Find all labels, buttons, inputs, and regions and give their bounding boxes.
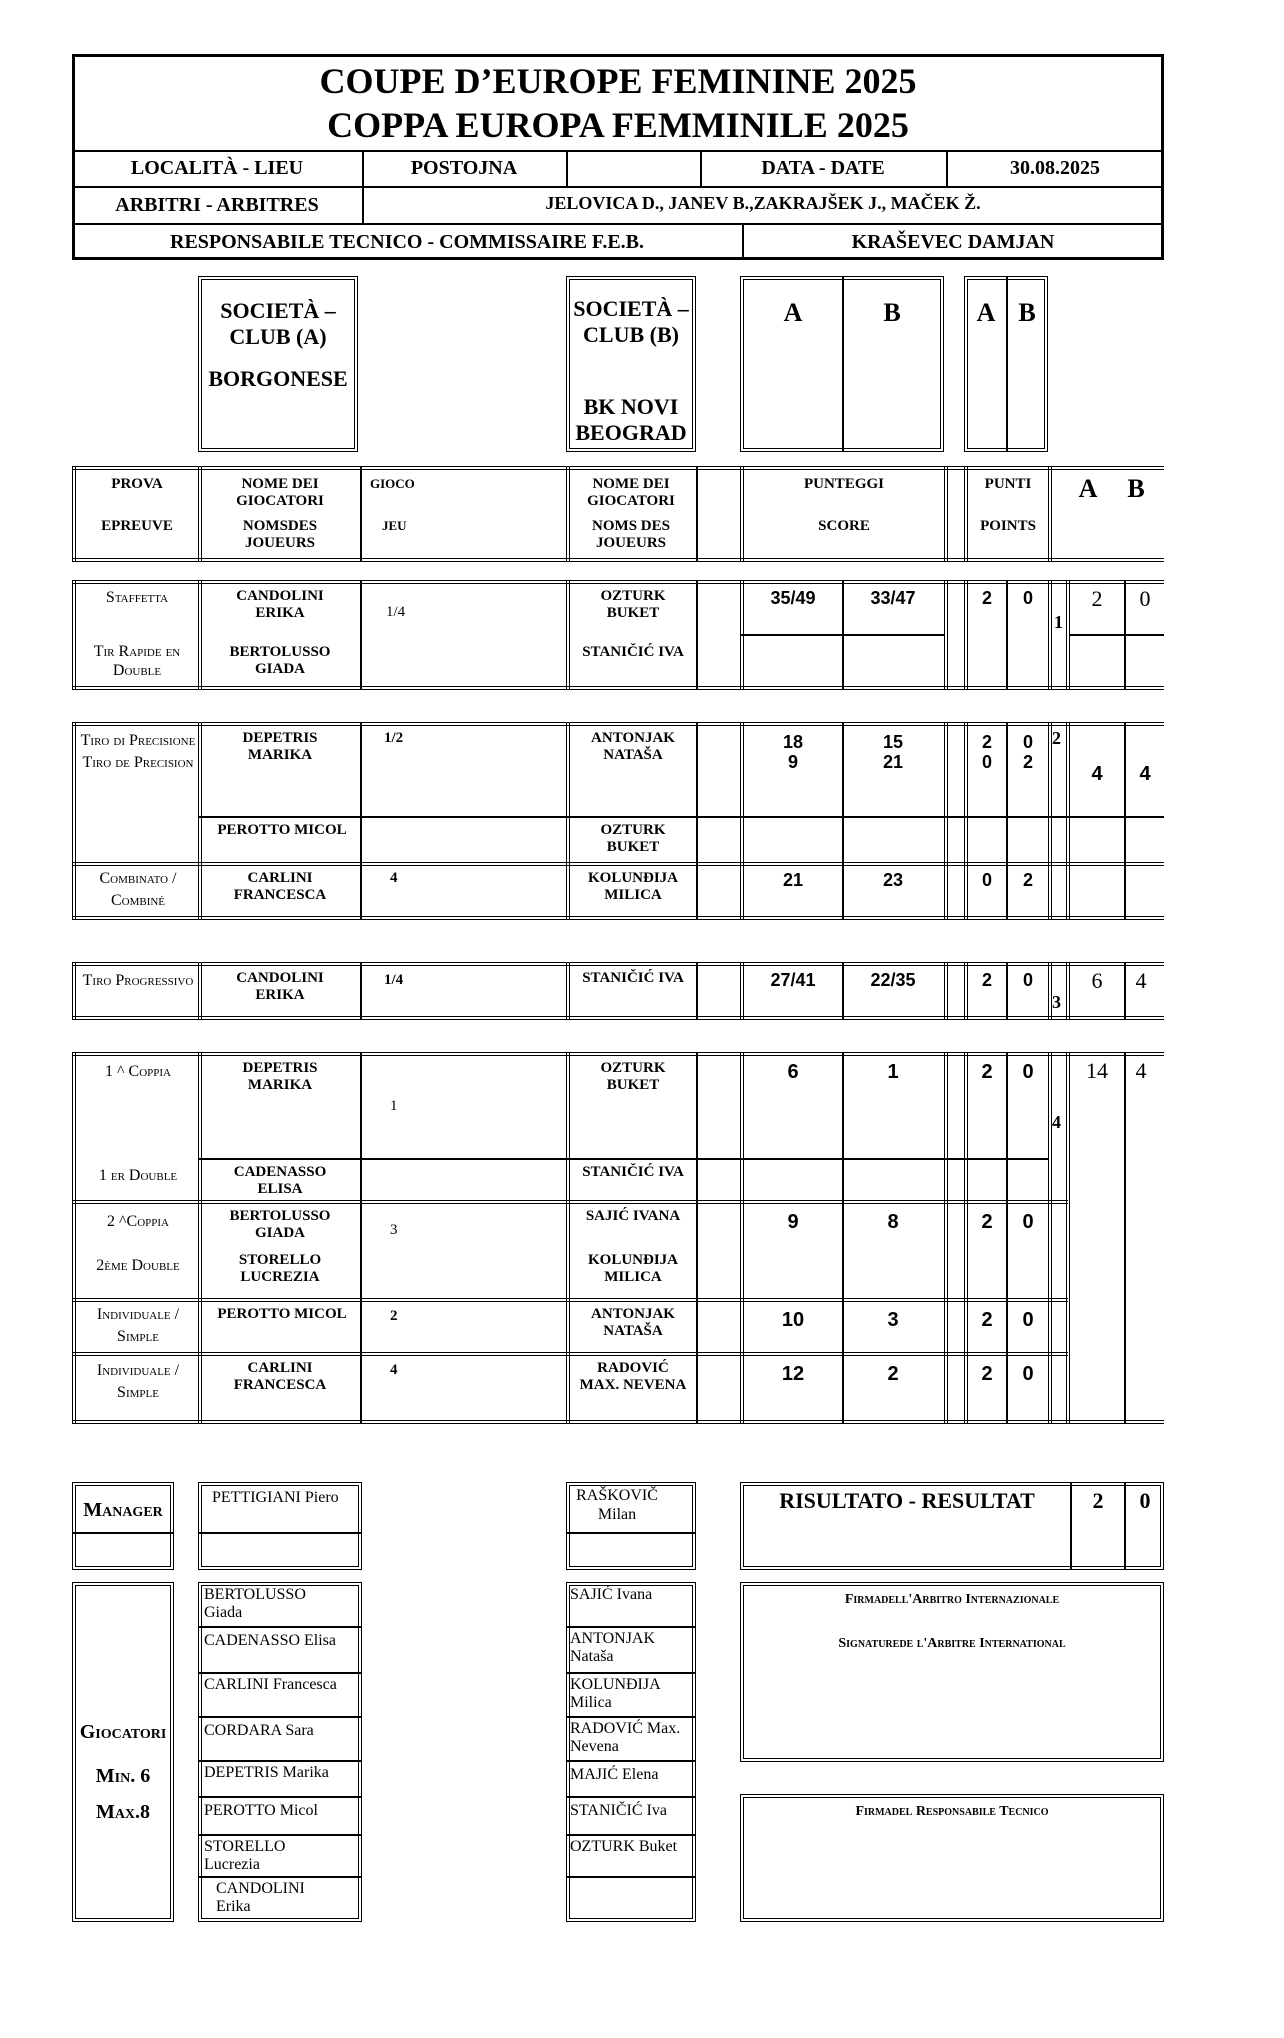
points-col-a: A xyxy=(976,298,996,327)
divider xyxy=(72,962,76,1020)
divider xyxy=(72,1200,1068,1204)
progressivo-score-b: 22/35 xyxy=(870,970,916,990)
risultato-a: 2 xyxy=(1092,1488,1104,1513)
individuale2-a-player: CARLINI FRANCESCA xyxy=(233,1360,327,1393)
divider xyxy=(72,1052,76,1424)
divider xyxy=(566,150,568,186)
double2-label: 2ème Double xyxy=(96,1257,180,1274)
precisione-gioco: 1/2 xyxy=(384,730,404,746)
precisione-b-player-2: OZTURK BUKET xyxy=(600,822,666,855)
precisione-total-a: 4 xyxy=(1091,763,1103,785)
player-a-2: CADENASSO Elisa xyxy=(204,1632,337,1649)
col-total-a: A xyxy=(1078,474,1098,503)
data-label: DATA - DATE xyxy=(761,157,885,179)
player-a-4: CORDARA Sara xyxy=(204,1722,314,1739)
precisione-pts-b-1: 0 xyxy=(1022,732,1033,752)
player-a-3: CARLINI Francesca xyxy=(204,1676,337,1693)
player-b-1: SAJIĆ Ivana xyxy=(570,1586,653,1603)
divider xyxy=(72,150,1164,152)
manager-label: Manager xyxy=(83,1499,163,1521)
resp-label: RESPONSABILE TECNICO - COMMISSAIRE F.E.B. xyxy=(170,231,644,253)
divider xyxy=(360,722,362,920)
coppia1-label: 1 ^ Coppia xyxy=(105,1063,171,1080)
precisione-pts-a-1: 2 xyxy=(981,732,992,752)
divider xyxy=(944,580,948,690)
divider xyxy=(72,1052,1164,1056)
risultato-b: 0 xyxy=(1139,1488,1151,1513)
progressivo-gioco: 1/4 xyxy=(384,972,404,988)
page-title-it: COPPA EUROPA FEMMINILE 2025 xyxy=(327,105,909,145)
col-score: SCORE xyxy=(818,518,870,534)
divider xyxy=(360,962,362,1020)
divider xyxy=(566,1796,696,1798)
progressivo-a-player: CANDOLINI ERIKA xyxy=(236,970,324,1003)
coppia1-b-player-1: OZTURK BUKET xyxy=(600,1060,666,1093)
divider xyxy=(944,1052,948,1424)
divider xyxy=(198,466,202,562)
staffetta-a-player-2: BERTOLUSSO GIADA xyxy=(229,644,331,677)
player-a-8: CANDOLINI Erika xyxy=(216,1880,305,1915)
player-b-7: OZTURK Buket xyxy=(570,1838,678,1855)
firma-resp-label: Firmadel Responsabile Tecnico xyxy=(855,1804,1049,1819)
divider xyxy=(72,558,1164,562)
player-a-6: PEROTTO Micol xyxy=(204,1802,318,1819)
divider xyxy=(566,1876,696,1878)
divider xyxy=(72,686,1164,690)
divider xyxy=(566,466,570,562)
divider xyxy=(1066,722,1070,920)
divider xyxy=(360,466,362,562)
localita-value: POSTOJNA xyxy=(410,157,518,179)
coppia2-b-player-2: KOLUNĐIJA MILICA xyxy=(587,1252,678,1285)
progressivo-b-player: STANIČIĆ IVA xyxy=(582,970,684,986)
staffetta-b-player-2: STANIČIĆ IVA xyxy=(582,644,684,660)
divider xyxy=(72,862,1164,866)
individuale2-pts-b: 0 xyxy=(1022,1363,1034,1385)
precisione-score-a-1: 18 xyxy=(782,732,804,752)
coppia1-gioco: 1 xyxy=(390,1098,398,1114)
risultato-label: RISULTATO - RESULTAT xyxy=(779,1488,1035,1513)
progressivo-round: 3 xyxy=(1052,992,1061,1012)
individuale2-score-b: 2 xyxy=(887,1363,899,1385)
progressivo-label: Tiro Progressivo xyxy=(82,972,194,989)
divider xyxy=(696,722,698,920)
finale-total-a: 14 xyxy=(1086,1058,1108,1083)
individuale1-b-player: ANTONJAK NATAŠA xyxy=(591,1306,675,1339)
divider xyxy=(566,1532,696,1534)
divider xyxy=(72,1532,174,1534)
combinato-gioco: 4 xyxy=(390,870,398,886)
precisione-pts-a-2: 0 xyxy=(981,752,992,772)
arbitri-value: JELOVICA D., JANEV B.,ZAKRAJŠEK J., MAČEK Ž. xyxy=(545,193,981,213)
col-punti: PUNTI xyxy=(984,476,1032,492)
divider xyxy=(72,722,76,920)
individuale2-pts-a: 2 xyxy=(981,1363,993,1385)
divider xyxy=(566,1052,570,1424)
finale-round: 4 xyxy=(1052,1112,1061,1132)
individuale1-a-player: PEROTTO MICOL xyxy=(217,1306,347,1322)
player-a-7: STORELLO Lucrezia xyxy=(204,1838,286,1873)
divider xyxy=(72,1352,1068,1356)
individuale2-b-player: RADOVIĆ MAX. NEVENA xyxy=(579,1360,687,1393)
individuale1-score-b: 3 xyxy=(887,1309,899,1331)
staffetta-total-b: 0 xyxy=(1139,586,1151,611)
divider xyxy=(360,1052,362,1424)
divider xyxy=(566,1716,696,1718)
double1-label: 1 er Double xyxy=(98,1167,178,1184)
giocatori-label: Giocatori xyxy=(79,1721,167,1743)
coppia2-gioco: 3 xyxy=(390,1222,398,1238)
precisione-a-player-1: DEPETRIS MARIKA xyxy=(242,730,318,763)
divider xyxy=(1048,466,1052,562)
precisione-a-player-2: PEROTTO MICOL xyxy=(217,822,347,838)
divider xyxy=(72,722,1164,726)
col-prova: PROVA xyxy=(111,476,163,492)
individuale2-label: Individuale / Simple xyxy=(96,1362,180,1401)
staffetta-a-player-1: CANDOLINI ERIKA xyxy=(236,588,324,621)
col-nome-a-fr: NOMSDES JOUEURS xyxy=(242,518,318,551)
combinato-pts-a: 0 xyxy=(981,870,992,890)
divider xyxy=(72,466,1164,470)
player-b-3: KOLUNĐIJA Milica xyxy=(570,1676,660,1711)
divider xyxy=(944,962,948,1020)
divider xyxy=(198,1532,362,1534)
progressivo-score-a: 27/41 xyxy=(770,970,816,990)
coppia2-pts-a: 2 xyxy=(981,1211,993,1233)
individuale1-score-a: 10 xyxy=(781,1309,805,1331)
finale-total-b: 4 xyxy=(1135,1058,1147,1083)
coppia1-pts-a: 2 xyxy=(981,1061,993,1083)
divider xyxy=(696,962,698,1020)
manager-a-name: PETTIGIANI Piero xyxy=(212,1489,339,1506)
individuale2-gioco: 4 xyxy=(390,1362,398,1378)
progressivo-total-a: 6 xyxy=(1091,968,1103,993)
divider xyxy=(1124,722,1126,920)
divider xyxy=(198,1052,202,1424)
club-b-label: SOCIETÀ – CLUB (B) xyxy=(573,296,689,347)
divider xyxy=(72,1016,1164,1020)
combinato-a-player: CARLINI FRANCESCA xyxy=(233,870,327,903)
coppia1-pts-b: 0 xyxy=(1022,1061,1034,1083)
club-b-name: BK NOVI BEOGRAD xyxy=(575,394,687,445)
arbitri-label: ARBITRI - ARBITRES xyxy=(115,194,319,216)
giocatori-max: Max.8 xyxy=(95,1801,151,1823)
coppia2-b-player-1: SAJIĆ IVANA xyxy=(585,1208,681,1224)
precisione-score-b-1: 15 xyxy=(882,732,904,752)
localita-label: LOCALITÀ - LIEU xyxy=(130,157,304,179)
staffetta-pts-b: 0 xyxy=(1022,588,1033,608)
progressivo-total-b: 4 xyxy=(1135,968,1147,993)
coppia2-pts-b: 0 xyxy=(1022,1211,1034,1233)
divider xyxy=(72,1298,1068,1302)
firma-arbitro-box xyxy=(740,1582,1164,1762)
coppia1-a-player-1: DEPETRIS MARIKA xyxy=(242,1060,318,1093)
divider xyxy=(198,580,202,690)
individuale1-pts-a: 2 xyxy=(981,1309,993,1331)
divider xyxy=(1048,722,1052,920)
col-jeu: JEU xyxy=(382,518,407,533)
points-col-b: B xyxy=(1018,298,1036,327)
divider xyxy=(72,580,1164,584)
divider xyxy=(1066,1052,1070,1424)
page-title-fr: COUPE D’EUROPE FEMININE 2025 xyxy=(319,61,917,101)
individuale2-score-a: 12 xyxy=(781,1363,805,1385)
col-epreuve: EPREUVE xyxy=(101,518,173,534)
coppia2-a-player-1: BERTOLUSSO GIADA xyxy=(229,1208,331,1241)
divider xyxy=(198,1716,362,1718)
divider xyxy=(198,1672,362,1674)
col-nome-b-it: NOME DEI GIOCATORI xyxy=(587,476,675,509)
player-b-4: RADOVIĆ Max. Nevena xyxy=(570,1720,681,1755)
col-gioco: GIOCO xyxy=(370,476,415,491)
coppia1-b-player-2: STANIČIĆ IVA xyxy=(582,1164,684,1180)
divider xyxy=(198,1834,362,1836)
staffetta-pts-a: 2 xyxy=(981,588,992,608)
divider xyxy=(1070,816,1164,818)
col-points: POINTS xyxy=(980,518,1036,534)
divider xyxy=(566,1626,696,1628)
individuale1-pts-b: 0 xyxy=(1022,1309,1034,1331)
precisione-score-b-2: 21 xyxy=(882,752,904,772)
progressivo-pts-b: 0 xyxy=(1022,970,1033,990)
divider xyxy=(198,1796,362,1798)
player-a-1: BERTOLUSSO Giada xyxy=(204,1586,306,1621)
precisione-pts-b-2: 2 xyxy=(1022,752,1033,772)
precisione-total-b: 4 xyxy=(1139,763,1151,785)
divider xyxy=(696,580,698,690)
manager-label-box xyxy=(72,1482,174,1570)
score-col-a: A xyxy=(783,298,803,327)
divider xyxy=(944,722,948,920)
manager-b-name: RAŠKOVIČ Milan xyxy=(576,1487,658,1523)
staffetta-round: 1 xyxy=(1054,612,1063,632)
club-a-name: BORGONESE xyxy=(208,366,348,391)
individuale1-gioco: 2 xyxy=(390,1308,398,1324)
divider xyxy=(72,186,1164,188)
divider xyxy=(566,1760,696,1762)
divider xyxy=(696,1052,698,1424)
coppia1-a-player-2: CADENASSO ELISA xyxy=(233,1164,327,1197)
divider xyxy=(198,1876,362,1878)
divider xyxy=(72,1420,1164,1424)
giocatori-min: Min. 6 xyxy=(95,1765,151,1787)
col-total-b: B xyxy=(1127,474,1145,503)
divider xyxy=(198,1158,1048,1160)
individuale1-label: Individuale / Simple xyxy=(96,1306,180,1345)
divider xyxy=(72,223,1164,225)
resp-value: KRAŠEVEC DAMJAN xyxy=(851,231,1055,253)
divider xyxy=(72,962,1164,966)
col-nome-a-it: NOME DEI GIOCATORI xyxy=(236,476,324,509)
divider xyxy=(696,466,698,562)
player-b-2: ANTONJAK Nataša xyxy=(570,1630,656,1665)
divider xyxy=(1070,634,1164,636)
combinato-score-a: 21 xyxy=(782,870,804,890)
divider xyxy=(360,580,362,690)
divider xyxy=(198,816,1164,818)
staffetta-gioco: 1/4 xyxy=(386,604,406,620)
divider xyxy=(198,1626,362,1628)
player-b-6: STANIČIĆ Iva xyxy=(570,1802,667,1819)
progressivo-pts-a: 2 xyxy=(981,970,992,990)
divider xyxy=(1048,1052,1052,1424)
divider xyxy=(1048,580,1052,690)
combinato-label: Combinato / Combiné xyxy=(99,870,177,909)
divider xyxy=(72,916,1164,920)
coppia2-label: 2 ^Coppia xyxy=(107,1213,169,1230)
divider xyxy=(566,962,570,1020)
coppia2-score-b: 8 xyxy=(887,1211,899,1233)
staffetta-score-b: 33/47 xyxy=(870,588,916,608)
staffetta-label: Staffetta xyxy=(105,589,169,606)
divider xyxy=(566,1834,696,1836)
firma-arbitro-label-1: Firmadell'Arbitro Internazionale xyxy=(844,1592,1060,1607)
divider xyxy=(566,1672,696,1674)
giocatori-label-box xyxy=(72,1582,174,1922)
coppia2-score-a: 9 xyxy=(787,1211,799,1233)
combinato-pts-b: 2 xyxy=(1022,870,1033,890)
precisione-label: Tiro di Precisione Tiro de Precision xyxy=(80,732,196,771)
col-nome-b-fr: NOMS DES JOUEURS xyxy=(592,518,670,551)
divider xyxy=(944,466,948,562)
staffetta-label-2: Tir Rapide en Double xyxy=(93,643,181,679)
divider xyxy=(1124,1052,1126,1424)
combinato-score-b: 23 xyxy=(882,870,904,890)
staffetta-score-a: 35/49 xyxy=(770,588,816,608)
player-a-5: DEPETRIS Marika xyxy=(204,1764,329,1781)
club-a-label: SOCIETÀ – CLUB (A) xyxy=(220,298,336,349)
staffetta-total-a: 2 xyxy=(1091,586,1103,611)
divider xyxy=(198,1760,362,1762)
firma-arbitro-label-2: Signaturede l'Arbitre International xyxy=(838,1636,1066,1651)
divider xyxy=(566,580,570,690)
precisione-score-a-2: 9 xyxy=(787,752,798,772)
player-b-5: MAJIĆ Elena xyxy=(570,1766,659,1783)
score-col-b: B xyxy=(883,298,901,327)
divider xyxy=(566,722,570,920)
coppia1-score-b: 1 xyxy=(887,1061,899,1083)
staffetta-b-player-1: OZTURK BUKET xyxy=(600,588,666,621)
divider xyxy=(198,722,202,920)
coppia1-score-a: 6 xyxy=(787,1061,799,1083)
precisione-b-player-1: ANTONJAK NATAŠA xyxy=(591,730,675,763)
data-value: 30.08.2025 xyxy=(1010,157,1100,179)
col-punteggi: PUNTEGGI xyxy=(803,476,884,492)
divider xyxy=(198,962,202,1020)
coppia2-a-player-2: STORELLO LUCREZIA xyxy=(238,1252,322,1285)
combinato-b-player: KOLUNĐIJA MILICA xyxy=(587,870,678,903)
precisione-round: 2 xyxy=(1052,728,1061,748)
